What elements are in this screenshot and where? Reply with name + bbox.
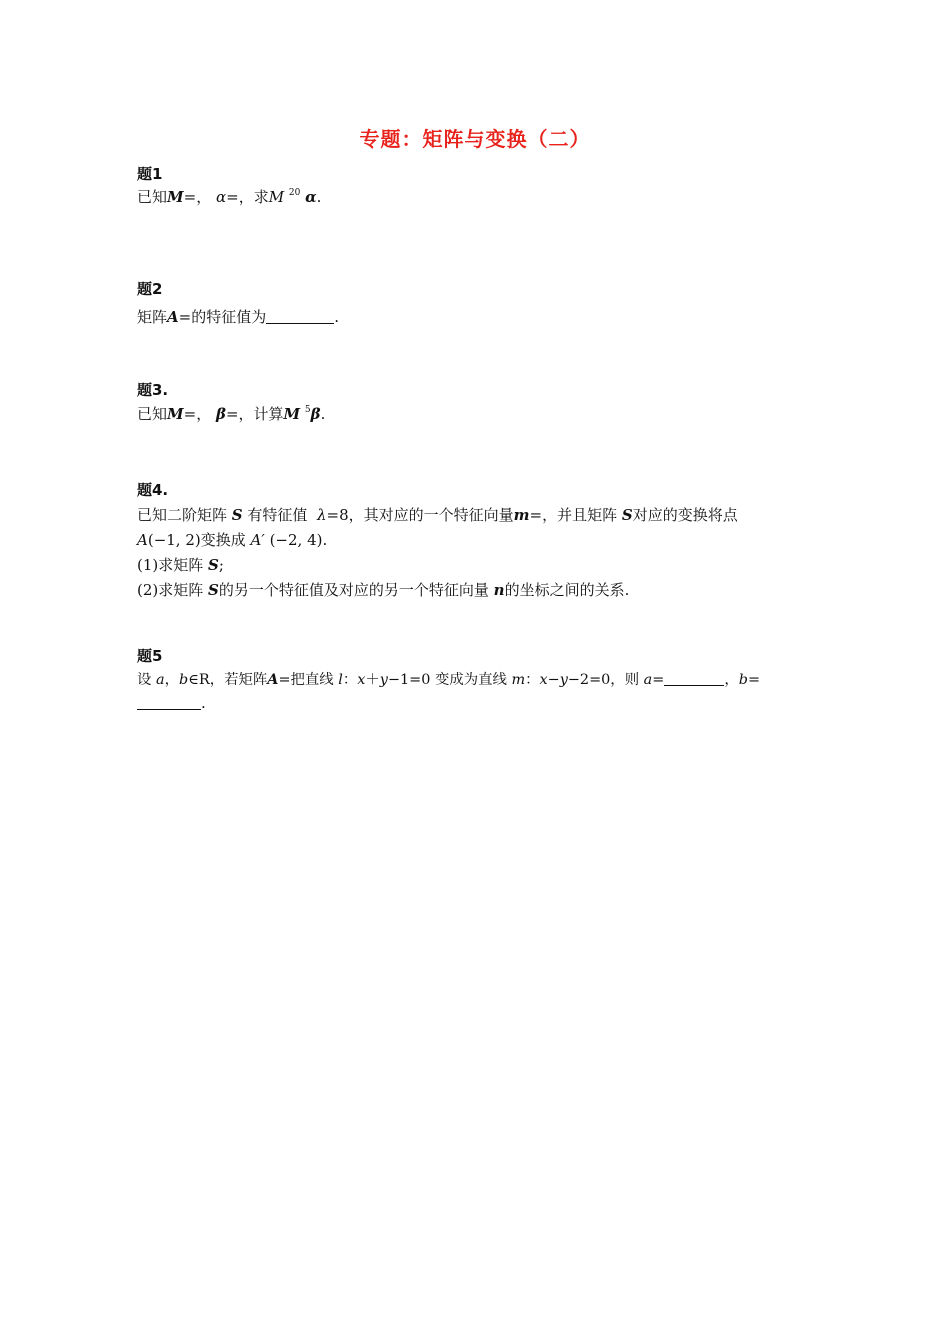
q5-text-part: ＋ <box>365 672 380 688</box>
variable-a: a <box>155 672 165 688</box>
q2-text-part: =的特征值为 <box>178 308 267 326</box>
q5-text-part: ， <box>724 672 739 688</box>
matrix-a-symbol: A <box>167 308 179 326</box>
question-3-text <box>137 403 325 424</box>
matrix-s-symbol: S <box>621 506 633 524</box>
question-1-heading: 题1 <box>137 165 163 183</box>
point-a-symbol: A <box>137 531 148 549</box>
matrix-s-symbol: S <box>208 556 219 574</box>
question-2-heading: 题2 <box>137 280 163 298</box>
question-5-text-line-2 <box>137 694 206 712</box>
q4-text-part: ; <box>218 556 224 574</box>
matrix-m-symbol: M <box>283 405 301 423</box>
q3-text-part: 已知 <box>137 405 168 423</box>
variable-b: b <box>738 672 748 688</box>
q5-text-part: ∈R，若矩阵 <box>188 672 268 688</box>
answer-blank <box>664 671 724 686</box>
q5-text-part: ： <box>342 672 358 688</box>
beta-symbol: β <box>215 405 226 423</box>
question-4-text-line-1 <box>137 504 738 525</box>
beta-symbol: β <box>310 405 321 423</box>
q2-text-part: . <box>334 308 340 326</box>
matrix-s-symbol: S <box>231 506 243 524</box>
question-3-heading: 题3. <box>137 381 169 399</box>
lambda-symbol: λ <box>316 506 327 524</box>
answer-blank <box>137 695 201 710</box>
vector-m-symbol: m <box>513 506 530 524</box>
question-4-part-2 <box>137 579 629 600</box>
q3-text-part: =， <box>183 405 212 423</box>
variable-a: a <box>643 672 653 688</box>
matrix-m-symbol: M <box>268 188 285 206</box>
q5-text-part: −2=0，则 <box>567 672 640 688</box>
q1-text-part: 已知 <box>137 188 168 206</box>
q5-text-part: −1=0 变成为直线 <box>387 672 507 688</box>
q1-text-part: . <box>316 188 322 206</box>
q5-text-part: ， <box>164 672 179 688</box>
q4-text-part: (1)求矩阵 <box>137 556 204 574</box>
matrix-a-symbol: A <box>267 671 279 688</box>
exponent: 5 <box>304 405 311 415</box>
q3-text-part: . <box>320 405 326 423</box>
point-a-prime-symbol: A′ <box>250 531 265 549</box>
matrix-m-symbol: M <box>167 405 184 423</box>
q4-text-part: 已知二阶矩阵 <box>137 506 228 524</box>
line-l-symbol: l <box>338 672 343 688</box>
question-2-text <box>137 306 339 327</box>
variable-y: y <box>379 672 388 688</box>
q1-text-part: =，求 <box>226 188 269 206</box>
q4-text-part: 的另一个特征值及对应的另一个特征向量 <box>218 581 489 599</box>
q4-text-part: (−1, 2)变换成 <box>147 531 246 549</box>
vector-n-symbol: n <box>493 581 505 599</box>
q5-text-part: = <box>747 672 761 688</box>
q5-text-part: = <box>652 672 665 688</box>
page-title: 专题：矩阵与变换（二） <box>359 127 591 151</box>
question-1-text <box>137 186 321 207</box>
answer-blank <box>266 309 334 324</box>
question-5-heading: 题5 <box>137 647 163 665</box>
variable-b: b <box>178 672 189 688</box>
q5-text-part: ： <box>525 672 540 688</box>
q1-text-part: =， <box>183 188 212 206</box>
variable-x: x <box>539 672 548 688</box>
exponent: 20 <box>288 188 301 198</box>
q4-text-part: =8，其对应的一个特征向量 <box>326 506 514 524</box>
q5-text-part: 设 <box>137 672 152 688</box>
q4-text-part: (−2, 4). <box>269 531 328 549</box>
q4-text-part: 有特征值 <box>247 506 308 524</box>
q4-text-part: =，并且矩阵 <box>529 506 618 524</box>
q5-text-part: =把直线 <box>278 672 334 688</box>
line-m-symbol: m <box>511 672 526 688</box>
q3-text-part: =，计算 <box>225 405 284 423</box>
variable-y: y <box>559 672 568 688</box>
question-4-part-1 <box>137 554 224 575</box>
q5-text-part: − <box>547 672 560 688</box>
q4-text-part: (2)求矩阵 <box>137 581 204 599</box>
question-5-text-line-1 <box>137 668 760 689</box>
variable-x: x <box>357 672 366 688</box>
q4-text-part: 对应的变换将点 <box>632 506 738 524</box>
q5-text-part: . <box>201 694 206 712</box>
matrix-m-symbol: M <box>167 188 184 206</box>
q2-text-part: 矩阵 <box>137 308 168 326</box>
alpha-symbol: α <box>305 188 317 206</box>
alpha-symbol: α <box>215 188 227 206</box>
question-4-heading: 题4. <box>137 481 169 499</box>
q4-text-part: 的坐标之间的关系. <box>504 581 630 599</box>
question-4-text-line-2 <box>137 529 327 550</box>
matrix-s-symbol: S <box>208 581 219 599</box>
